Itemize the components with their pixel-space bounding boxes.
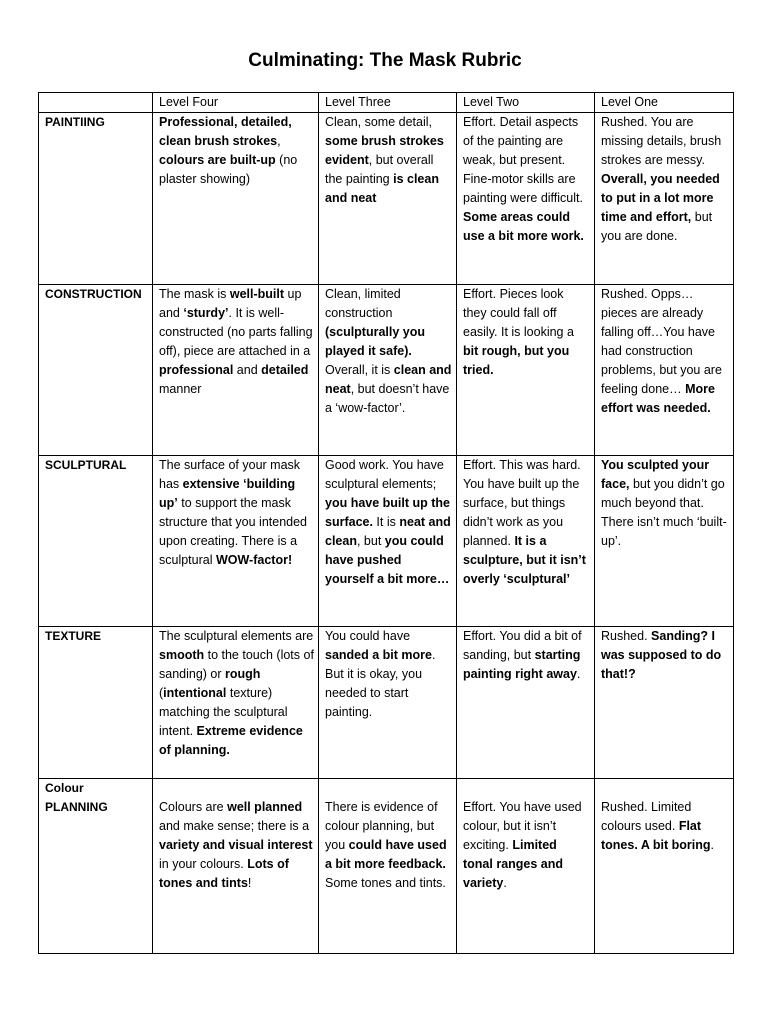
cell-text: could have used a bit more feedback. [325, 838, 447, 871]
cell-text: Rushed. Opps…pieces are already falling off…You have had construction problems, but you are feeling done… [601, 287, 722, 396]
table-row-painting [39, 113, 734, 285]
cell-level-four [153, 627, 319, 779]
cell-text: The mask is [159, 287, 230, 301]
cell-text: (no plaster showing) [159, 153, 298, 186]
cell-text: and [233, 363, 262, 377]
cell-text: Overall, you needed to put in a lot more time and effort, [601, 172, 720, 224]
cell-level-four [153, 285, 319, 456]
cell-text: The sculptural elements are [159, 629, 314, 643]
cell-level-two [457, 113, 595, 285]
header-level-three: Level Three [319, 93, 457, 113]
cell-text: Sanding? I was supposed to do that!? [601, 629, 722, 681]
cell-text: Effort. This was hard. You have built up the surface, but things didn’t work as you planned. [463, 458, 581, 548]
cell-text: Rushed. Limited colours used. [601, 800, 692, 833]
cell-level-two [457, 779, 595, 954]
cell-text: . [710, 838, 714, 852]
cell-text: ! [247, 876, 252, 890]
row-label-line: CONSTRUCTION [45, 287, 142, 301]
table-row-texture [39, 627, 734, 779]
cell-text: clean and neat [325, 363, 452, 396]
cell-text: to support the mask structure that you intended upon creating. There is a sculptural [159, 496, 308, 567]
row-label-colour-planning [39, 779, 153, 954]
row-label-line: Colour [45, 781, 84, 795]
cell-text: you have built up the surface. [325, 496, 451, 529]
cell-text: Rushed. [601, 629, 652, 643]
cell-text: There is evidence of colour planning, but you [325, 800, 438, 852]
cell-level-four [153, 456, 319, 627]
cell-text: ‘sturdy’ [183, 306, 229, 320]
cell-text: Effort. Detail aspects of the painting are weak, but present. Fine-motor skills are painting were difficult. [463, 115, 583, 205]
row-label-line: TEXTURE [45, 629, 102, 643]
cell-text: colours are built-up [159, 153, 276, 167]
cell-level-three [319, 113, 457, 285]
cell-text: (sculpturally you played it safe). [325, 325, 426, 358]
cell-text: , but doesn’t have a ‘wow-factor’. [325, 382, 450, 415]
cell-text: bit rough, but you tried. [463, 344, 570, 377]
cell-text: Some areas could use a bit more work. [463, 210, 584, 243]
cell-level-three [319, 779, 457, 954]
cell-text: It is [372, 515, 400, 529]
cell-text: Clean, limited construction [325, 287, 401, 320]
cell-level-one [595, 285, 734, 456]
cell-level-three [319, 285, 457, 456]
row-label-painting [39, 113, 153, 285]
cell-text: WOW-factor! [215, 553, 293, 567]
cell-text: well-built [229, 287, 285, 301]
table-row-sculptural [39, 456, 734, 627]
cell-level-three [319, 456, 457, 627]
cell-level-one [595, 113, 734, 285]
header-cell-blank [39, 93, 153, 113]
cell-text: Extreme evidence of planning. [159, 724, 303, 757]
cell-text: starting painting right away [463, 648, 581, 681]
cell-text: neat and clean [325, 515, 451, 548]
cell-level-two [457, 627, 595, 779]
cell-text: Clean, some detail, [325, 115, 433, 129]
cell-text: Effort. You did a bit of sanding, but [463, 629, 582, 662]
cell-level-two [457, 285, 595, 456]
rubric-table [38, 92, 734, 954]
cell-text: Effort. You have used colour, but it isn’t exciting. [463, 800, 582, 852]
cell-text: extensive ‘building up’ [159, 477, 296, 510]
cell-text: detailed [261, 363, 309, 377]
cell-text: . But it is okay, you needed to start painting. [325, 648, 436, 719]
cell-text: Good work. You have sculptural elements; [325, 458, 444, 491]
header-level-one: Level One [595, 93, 734, 113]
cell-text: Flat tones. A bit boring [601, 819, 711, 852]
cell-text: , but [356, 534, 385, 548]
cell-text: . [576, 667, 581, 681]
header-level-four: Level Four [153, 93, 319, 113]
cell-text: . It is well-constructed (no parts falling off), piece are attached in a [159, 306, 313, 358]
cell-text: Effort. Pieces look they could fall off easily. It is looking a [463, 287, 574, 339]
cell-level-one [595, 779, 734, 954]
cell-text: but you are done. [601, 210, 713, 243]
cell-text: but you didn’t go much beyond that. There isn’t much ‘built-up’. [601, 477, 727, 548]
cell-text: some brush strokes evident [325, 134, 444, 167]
cell-level-four [153, 113, 319, 285]
cell-level-one [595, 456, 734, 627]
cell-text: You could have [325, 629, 411, 643]
row-label-line: SCULPTURAL [45, 458, 127, 472]
cell-text: Some tones and tints. [325, 876, 446, 890]
cell-text: professional [159, 363, 234, 377]
cell-text: smooth [159, 648, 205, 662]
cell-text: and make sense; there is a [159, 819, 310, 833]
row-label-line: PLANNING [45, 800, 108, 814]
table-row-construction [39, 285, 734, 456]
cell-text: you could have pushed yourself a bit more… [325, 534, 450, 586]
cell-text: Lots of tones and tints [159, 857, 289, 890]
cell-text: The surface of your mask has [159, 458, 301, 491]
cell-level-one [595, 627, 734, 779]
row-label-construction [39, 285, 153, 456]
cell-text: More effort was needed. [601, 382, 715, 415]
page-title: Culminating: The Mask Rubric [248, 50, 522, 71]
cell-text: , [277, 134, 281, 148]
cell-text: Rushed. You are missing details, brush strokes are messy. [601, 115, 722, 167]
row-label-texture [39, 627, 153, 779]
cell-text: in your colours. [159, 857, 248, 871]
cell-text: Colours are [159, 800, 228, 814]
cell-text: Overall, it is [325, 363, 394, 377]
cell-text: rough [225, 667, 261, 681]
table-row-colour-planning [39, 779, 734, 954]
cell-text: is clean and neat [325, 172, 439, 205]
header-level-two: Level Two [457, 93, 595, 113]
row-label-line: PAINTIING [45, 115, 105, 129]
cell-level-two [457, 456, 595, 627]
cell-text: texture) matching the sculptural intent. [159, 686, 288, 738]
cell-text: ( [159, 686, 164, 700]
cell-text: sanded a bit more [325, 648, 432, 662]
row-label-sculptural [39, 456, 153, 627]
cell-text: It is a sculpture, but it isn’t overly ‘sculptural’ [463, 534, 586, 586]
cell-text: variety and visual interest [159, 838, 313, 852]
cell-text: intentional [163, 686, 227, 700]
cell-text: Professional, detailed, clean brush strokes [159, 115, 292, 148]
cell-level-three [319, 627, 457, 779]
cell-text: , but overall the painting [325, 153, 434, 186]
cell-text: You sculpted your face, [601, 458, 710, 491]
cell-text: well planned [227, 800, 303, 814]
cell-level-four [153, 779, 319, 954]
cell-text: to the touch (lots of sanding) or [159, 648, 314, 681]
cell-text: up and [159, 287, 302, 320]
header-row [39, 93, 734, 113]
cell-text: . [503, 876, 507, 890]
cell-text: Limited tonal ranges and variety [463, 838, 564, 890]
cell-text: manner [159, 382, 202, 396]
